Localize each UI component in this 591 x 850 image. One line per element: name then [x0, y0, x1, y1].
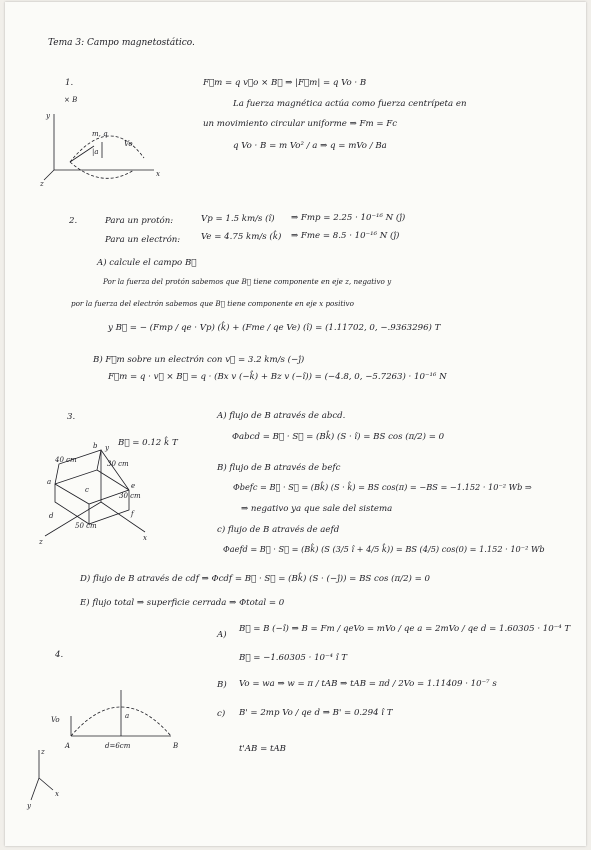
- y-axis-label: y: [27, 802, 31, 810]
- problem-2b-equation: F⃗m = q · v⃗ × B⃗ = q · (Bx v (−k̂) + Bz v (−î)) = (−4.8, 0, −5.7263) · 10⁻¹⁶ N: [108, 372, 447, 382]
- problem-3-field: B⃗ = 0.12 k̂ T: [118, 438, 178, 448]
- radius-label: |a: [92, 148, 99, 156]
- electron-velocity: Ve = 4.75 km/s (k̂): [201, 232, 282, 242]
- notebook-page: [5, 2, 586, 846]
- proton-velocity: Vp = 1.5 km/s (î): [201, 214, 275, 224]
- velocity-label: Vo: [51, 716, 60, 724]
- problem-3c-title: c) flujo de B através de aefd: [217, 525, 340, 535]
- dimension-40cm: 40 cm: [55, 456, 77, 464]
- problem-4-number: 4.: [55, 650, 64, 660]
- problem-2a-text-1: Por la fuerza del protón sabemos que B⃗ tiene componente en eje z, negativo y: [103, 277, 392, 286]
- vertex-b: b: [93, 442, 98, 450]
- x-axis-label: x: [55, 790, 59, 798]
- problem-4c-equation-2: t'AB = tAB: [239, 744, 286, 754]
- problem-4-figure: [25, 686, 195, 812]
- face-top-edge: [97, 450, 129, 490]
- problem-1-text-2: un movimiento circular uniforme ⇒ Fm = Fc: [203, 119, 398, 129]
- circular-trajectory: [70, 136, 144, 162]
- x-axis-line: [101, 502, 145, 532]
- problem-3-number: 3.: [67, 412, 76, 422]
- problem-1-figure: [40, 94, 170, 186]
- problem-4a-title: A): [217, 630, 227, 640]
- vertex-c: c: [85, 486, 89, 494]
- problem-2a-title: A) calcule el campo B⃗: [97, 258, 197, 268]
- electron-label: Para un electrón:: [105, 235, 181, 245]
- vertex-a: a: [47, 478, 52, 486]
- z-axis-label: z: [40, 180, 44, 188]
- dimension-50cm: 50 cm: [75, 522, 97, 530]
- proton-force: ⇒ Fmp = 2.25 · 10⁻¹⁶ N (ĵ): [291, 213, 406, 223]
- problem-2b-title: B) F⃗m sobre un electrón con v⃗ = 3.2 km/s (−ĵ): [93, 355, 305, 365]
- z-axis-label: z: [41, 748, 45, 756]
- proton-label: Para un protón:: [105, 216, 174, 226]
- problem-4b-title: B): [217, 680, 227, 690]
- problem-3c-equation: Φaefd = B⃗ · S⃗ = (Bk̂) (S (3/5 î + 4/5 k̂)) = BS (4/5) cos(0) = 1.152 · 10⁻² Wb: [223, 544, 545, 554]
- problem-2a-text-2: por la fuerza del electrón sabemos que B⃗ tiene componente en eje x positivo: [71, 299, 354, 308]
- field-label: × B: [64, 96, 78, 104]
- vertex-d: d: [49, 512, 54, 520]
- mass-charge-label: m, q: [92, 130, 108, 138]
- radius-label: a: [125, 712, 130, 720]
- diameter-label: d=6cm: [105, 742, 131, 750]
- x-axis-label: x: [156, 170, 160, 178]
- problem-2-number: 2.: [69, 216, 78, 226]
- problem-3b-equation: Φbefc = B⃗ · S⃗ = (Bk̂) (S · k̂) = BS cos(π) = −BS = −1.152 · 10⁻² Wb ⇒: [233, 482, 532, 492]
- y-axis-label: y: [105, 444, 109, 452]
- velocity-arrow: [70, 146, 94, 162]
- y-axis-line: [31, 778, 39, 800]
- problem-2a-equation: y B⃗ = − (Fmp / qe · Vp) (k̂) + (Fme / qe Ve) (î) = (1.11702, 0, −.9363296) T: [108, 323, 441, 333]
- problem-1-equation-1: F⃗m = q v⃗o × B⃗ ⇒ |F⃗m| = q Vo · B: [203, 78, 367, 88]
- problem-4c-equation: B' = 2mp Vo / qe d ⇒ B' = 0.294 î T: [239, 708, 393, 718]
- problem-1-number: 1.: [65, 78, 74, 88]
- vertex-f: f: [131, 510, 134, 518]
- electron-force: ⇒ Fme = 8.5 · 10⁻¹⁶ N (ĵ): [291, 231, 400, 241]
- problem-3d-line: D) flujo de B através de cdf ⇒ Φcdf = B⃗ · S⃗ = (Bk̂) (S · (−ĵ)) = BS cos (π/2) = 0: [80, 574, 431, 584]
- problem-3e-line: E) flujo total ⇒ superficie cerrada ⇒ Φtotal = 0: [80, 598, 285, 608]
- z-axis-label: z: [39, 538, 43, 546]
- x-axis-label: x: [143, 534, 147, 542]
- x-axis-line: [39, 778, 53, 790]
- problem-3-figure: [35, 440, 165, 546]
- problem-1-equation-2: q Vo · B = m Vo² / a ⇒ q = mVo / Ba: [233, 141, 387, 151]
- page-title: Tema 3: Campo magnetostático.: [48, 38, 195, 48]
- y-axis-label: y: [46, 112, 50, 120]
- dimension-30cm-top: 30 cm: [107, 460, 129, 468]
- problem-3a-title: A) flujo de B através de abcd.: [217, 411, 346, 421]
- point-a-label: A: [65, 742, 71, 750]
- face-aefd-edge: [55, 484, 129, 504]
- problem-1-text-1: La fuerza magnética actúa como fuerza centrípeta en: [233, 99, 467, 109]
- problem-4a-equation-1: B⃗ = B (−î) ⇒ B = Fm / qeVo = mVo / qe a = 2mVo / qe d = 1.60305 · 10⁻⁴ T: [239, 624, 571, 634]
- problem-4b-equation: Vo = wa ⇒ w = π / tAB ⇒ tAB = πd / 2Vo = 1.11409 · 10⁻⁷ s: [239, 679, 497, 689]
- problem-4c-title: c): [217, 709, 226, 719]
- velocity-label: Vo: [124, 140, 133, 148]
- point-b-label: B: [173, 742, 179, 750]
- problem-3a-equation: Φabcd = B⃗ · S⃗ = (Bk̂) (S · î) = BS cos (π/2) = 0: [232, 432, 445, 442]
- dimension-30cm-side: 30 cm: [119, 492, 141, 500]
- problem-3b-note: ⇒ negativo ya que sale del sistema: [241, 504, 393, 514]
- z-axis-line: [44, 170, 54, 180]
- problem-3b-title: B) flujo de B através de befc: [217, 463, 341, 473]
- prism-lower-edges: [55, 484, 129, 524]
- problem-4a-equation-2: B⃗ = −1.60305 · 10⁻⁴ î T: [239, 653, 347, 663]
- vertex-e: e: [131, 482, 136, 490]
